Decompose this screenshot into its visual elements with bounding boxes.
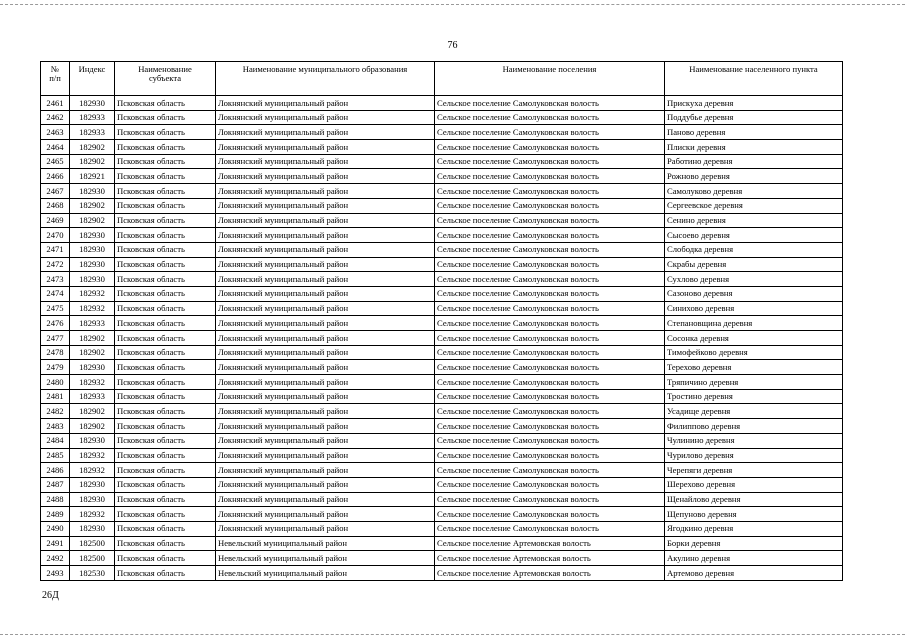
row-number-cell: 2472	[41, 257, 70, 272]
subject-cell: Псковская область	[115, 213, 216, 228]
table-row	[41, 463, 843, 478]
footer-code: 26Д	[42, 590, 59, 601]
settlement-cell: Сельское поселение Самолуковская волость	[435, 345, 665, 360]
table-row	[41, 477, 843, 492]
table-row	[41, 140, 843, 155]
subject-cell: Псковская область	[115, 228, 216, 243]
settlement-cell: Сельское поселение Самолуковская волость	[435, 433, 665, 448]
locality-cell: Рожново деревня	[665, 169, 843, 184]
settlement-cell: Сельское поселение Самолуковская волость	[435, 140, 665, 155]
postal-index-cell: 182933	[70, 389, 115, 404]
row-number-cell: 2485	[41, 448, 70, 463]
subject-cell: Псковская область	[115, 521, 216, 536]
postal-index-cell: 182902	[70, 140, 115, 155]
subject-cell: Псковская область	[115, 375, 216, 390]
municipal-cell: Локнянский муниципальный район	[216, 463, 435, 478]
table-row	[41, 316, 843, 331]
table-row	[41, 257, 843, 272]
municipal-cell: Локнянский муниципальный район	[216, 213, 435, 228]
table-row	[41, 331, 843, 346]
subject-cell: Псковская область	[115, 551, 216, 566]
table-row	[41, 345, 843, 360]
table-row	[41, 169, 843, 184]
subject-cell: Псковская область	[115, 242, 216, 257]
postal-index-cell: 182930	[70, 257, 115, 272]
locality-cell: Скрабы деревня	[665, 257, 843, 272]
locality-cell: Сенино деревня	[665, 213, 843, 228]
postal-index-cell: 182930	[70, 228, 115, 243]
table-row	[41, 242, 843, 257]
subject-cell: Псковская область	[115, 477, 216, 492]
settlement-cell: Сельское поселение Самолуковская волость	[435, 331, 665, 346]
postal-index-cell: 182902	[70, 154, 115, 169]
page-number: 76	[447, 40, 458, 51]
table-row	[41, 551, 843, 566]
table-row	[41, 448, 843, 463]
municipal-cell: Локнянский муниципальный район	[216, 419, 435, 434]
subject-cell: Псковская область	[115, 110, 216, 125]
row-number-cell: 2471	[41, 242, 70, 257]
postal-index-cell: 182933	[70, 110, 115, 125]
subject-cell: Псковская область	[115, 404, 216, 419]
postal-index-cell: 182930	[70, 272, 115, 287]
subject-cell: Псковская область	[115, 96, 216, 111]
table-row	[41, 213, 843, 228]
municipal-cell: Локнянский муниципальный район	[216, 433, 435, 448]
subject-cell: Псковская область	[115, 301, 216, 316]
subject-cell: Псковская область	[115, 419, 216, 434]
header-locality: Наименование населенного пункта	[665, 62, 843, 96]
row-number-cell: 2465	[41, 154, 70, 169]
subject-cell: Псковская область	[115, 198, 216, 213]
municipal-cell: Невельский муниципальный район	[216, 536, 435, 551]
postal-index-cell: 182933	[70, 125, 115, 140]
settlement-cell: Сельское поселение Самолуковская волость	[435, 228, 665, 243]
settlement-cell: Сельское поселение Самолуковская волость	[435, 242, 665, 257]
locality-cell: Плиски деревня	[665, 140, 843, 155]
row-number-cell: 2492	[41, 551, 70, 566]
subject-cell: Псковская область	[115, 507, 216, 522]
table-row	[41, 96, 843, 111]
row-number-cell: 2466	[41, 169, 70, 184]
row-number-cell: 2491	[41, 536, 70, 551]
settlement-cell: Сельское поселение Самолуковская волость	[435, 301, 665, 316]
row-number-cell: 2482	[41, 404, 70, 419]
postal-index-cell: 182930	[70, 96, 115, 111]
locality-cell: Сухлово деревня	[665, 272, 843, 287]
table-row	[41, 286, 843, 301]
settlement-cell: Сельское поселение Самолуковская волость	[435, 184, 665, 199]
scan-edge-top	[0, 4, 905, 5]
row-number-cell: 2467	[41, 184, 70, 199]
municipal-cell: Локнянский муниципальный район	[216, 140, 435, 155]
row-number-cell: 2487	[41, 477, 70, 492]
table-row	[41, 184, 843, 199]
row-number-cell: 2479	[41, 360, 70, 375]
row-number-cell: 2490	[41, 521, 70, 536]
row-number-cell: 2483	[41, 419, 70, 434]
postal-index-cell: 182902	[70, 345, 115, 360]
postal-index-cell: 182932	[70, 507, 115, 522]
subject-cell: Псковская область	[115, 286, 216, 301]
postal-index-cell: 182902	[70, 213, 115, 228]
subject-cell: Псковская область	[115, 433, 216, 448]
row-number-cell: 2474	[41, 286, 70, 301]
settlement-cell: Сельское поселение Самолуковская волость	[435, 96, 665, 111]
table-row	[41, 301, 843, 316]
localities-table	[40, 61, 843, 581]
locality-cell: Сысоево деревня	[665, 228, 843, 243]
municipal-cell: Локнянский муниципальный район	[216, 375, 435, 390]
table-row	[41, 536, 843, 551]
postal-index-cell: 182933	[70, 316, 115, 331]
locality-cell: Сазоново деревня	[665, 286, 843, 301]
table-row	[41, 272, 843, 287]
locality-cell: Усадище деревня	[665, 404, 843, 419]
row-number-cell: 2481	[41, 389, 70, 404]
settlement-cell: Сельское поселение Артемовская волость	[435, 566, 665, 581]
subject-cell: Псковская область	[115, 257, 216, 272]
postal-index-cell: 182902	[70, 331, 115, 346]
municipal-cell: Локнянский муниципальный район	[216, 286, 435, 301]
municipal-cell: Локнянский муниципальный район	[216, 228, 435, 243]
postal-index-cell: 182930	[70, 492, 115, 507]
postal-index-cell: 182932	[70, 463, 115, 478]
row-number-cell: 2477	[41, 331, 70, 346]
table-row	[41, 375, 843, 390]
row-number-cell: 2493	[41, 566, 70, 581]
locality-cell: Сосонка деревня	[665, 331, 843, 346]
locality-cell: Щенайлово деревня	[665, 492, 843, 507]
settlement-cell: Сельское поселение Самолуковская волость	[435, 213, 665, 228]
table-row	[41, 507, 843, 522]
municipal-cell: Локнянский муниципальный район	[216, 169, 435, 184]
municipal-cell: Локнянский муниципальный район	[216, 272, 435, 287]
settlement-cell: Сельское поселение Самолуковская волость	[435, 389, 665, 404]
municipal-cell: Локнянский муниципальный район	[216, 125, 435, 140]
settlement-cell: Сельское поселение Самолуковская волость	[435, 477, 665, 492]
municipal-cell: Локнянский муниципальный район	[216, 360, 435, 375]
header-municipal: Наименование муниципального образования	[216, 62, 435, 96]
postal-index-cell: 182530	[70, 566, 115, 581]
table-row	[41, 404, 843, 419]
row-number-cell: 2468	[41, 198, 70, 213]
settlement-cell: Сельское поселение Самолуковская волость	[435, 419, 665, 434]
locality-cell: Тростино деревня	[665, 389, 843, 404]
subject-cell: Псковская область	[115, 125, 216, 140]
subject-cell: Псковская область	[115, 492, 216, 507]
header-settlement: Наименование поселения	[435, 62, 665, 96]
locality-cell: Филиппово деревня	[665, 419, 843, 434]
municipal-cell: Локнянский муниципальный район	[216, 404, 435, 419]
table-row	[41, 110, 843, 125]
locality-cell: Прискуха деревня	[665, 96, 843, 111]
municipal-cell: Локнянский муниципальный район	[216, 316, 435, 331]
subject-cell: Псковская область	[115, 389, 216, 404]
subject-cell: Псковская область	[115, 360, 216, 375]
postal-index-cell: 182930	[70, 433, 115, 448]
row-number-cell: 2478	[41, 345, 70, 360]
locality-cell: Артемово деревня	[665, 566, 843, 581]
subject-cell: Псковская область	[115, 566, 216, 581]
table-row	[41, 389, 843, 404]
row-number-cell: 2489	[41, 507, 70, 522]
subject-cell: Псковская область	[115, 463, 216, 478]
settlement-cell: Сельское поселение Самолуковская волость	[435, 316, 665, 331]
postal-index-cell: 182930	[70, 360, 115, 375]
postal-index-cell: 182930	[70, 242, 115, 257]
locality-cell: Степановщина деревня	[665, 316, 843, 331]
row-number-cell: 2484	[41, 433, 70, 448]
row-number-cell: 2488	[41, 492, 70, 507]
municipal-cell: Невельский муниципальный район	[216, 566, 435, 581]
municipal-cell: Локнянский муниципальный район	[216, 184, 435, 199]
municipal-cell: Локнянский муниципальный район	[216, 257, 435, 272]
settlement-cell: Сельское поселение Самолуковская волость	[435, 125, 665, 140]
row-number-cell: 2486	[41, 463, 70, 478]
settlement-cell: Сельское поселение Самолуковская волость	[435, 286, 665, 301]
header-subject-label: Наименование субъекта	[138, 64, 192, 84]
table-row	[41, 566, 843, 581]
header-subject	[115, 62, 216, 96]
postal-index-cell: 182902	[70, 198, 115, 213]
postal-index-cell: 182930	[70, 521, 115, 536]
settlement-cell: Сельское поселение Самолуковская волость	[435, 169, 665, 184]
table-row	[41, 154, 843, 169]
subject-cell: Псковская область	[115, 169, 216, 184]
settlement-cell: Сельское поселение Самолуковская волость	[435, 110, 665, 125]
settlement-cell: Сельское поселение Самолуковская волость	[435, 507, 665, 522]
row-number-cell: 2469	[41, 213, 70, 228]
settlement-cell: Сельское поселение Артемовская волость	[435, 551, 665, 566]
table-row	[41, 125, 843, 140]
table-row	[41, 433, 843, 448]
row-number-cell: 2461	[41, 96, 70, 111]
postal-index-cell: 182921	[70, 169, 115, 184]
municipal-cell: Локнянский муниципальный район	[216, 345, 435, 360]
header-num-label: № п/п	[49, 64, 61, 84]
municipal-cell: Локнянский муниципальный район	[216, 331, 435, 346]
row-number-cell: 2476	[41, 316, 70, 331]
postal-index-cell: 182902	[70, 419, 115, 434]
settlement-cell: Сельское поселение Самолуковская волость	[435, 375, 665, 390]
locality-cell: Паново деревня	[665, 125, 843, 140]
subject-cell: Псковская область	[115, 272, 216, 287]
locality-cell: Тимофейково деревня	[665, 345, 843, 360]
table-row	[41, 419, 843, 434]
locality-cell: Слободка деревня	[665, 242, 843, 257]
row-number-cell: 2463	[41, 125, 70, 140]
postal-index-cell: 182932	[70, 375, 115, 390]
locality-cell: Терехово деревня	[665, 360, 843, 375]
subject-cell: Псковская область	[115, 154, 216, 169]
municipal-cell: Локнянский муниципальный район	[216, 301, 435, 316]
scan-edge-bottom	[0, 634, 905, 635]
municipal-cell: Невельский муниципальный район	[216, 551, 435, 566]
municipal-cell: Локнянский муниципальный район	[216, 110, 435, 125]
settlement-cell: Сельское поселение Артемовская волость	[435, 536, 665, 551]
municipal-cell: Локнянский муниципальный район	[216, 507, 435, 522]
settlement-cell: Сельское поселение Самолуковская волость	[435, 463, 665, 478]
locality-cell: Акулино деревня	[665, 551, 843, 566]
locality-cell: Синихово деревня	[665, 301, 843, 316]
locality-cell: Тряпичино деревня	[665, 375, 843, 390]
postal-index-cell: 182930	[70, 184, 115, 199]
row-number-cell: 2462	[41, 110, 70, 125]
municipal-cell: Локнянский муниципальный район	[216, 448, 435, 463]
postal-index-cell: 182902	[70, 404, 115, 419]
settlement-cell: Сельское поселение Самолуковская волость	[435, 404, 665, 419]
locality-cell: Чурилово деревня	[665, 448, 843, 463]
settlement-cell: Сельское поселение Самолуковская волость	[435, 360, 665, 375]
subject-cell: Псковская область	[115, 316, 216, 331]
settlement-cell: Сельское поселение Самолуковская волость	[435, 257, 665, 272]
locality-cell: Самолуково деревня	[665, 184, 843, 199]
row-number-cell: 2470	[41, 228, 70, 243]
postal-index-cell: 182932	[70, 286, 115, 301]
postal-index-cell: 182932	[70, 448, 115, 463]
table-row	[41, 228, 843, 243]
settlement-cell: Сельское поселение Самолуковская волость	[435, 154, 665, 169]
locality-cell: Черепяги деревня	[665, 463, 843, 478]
municipal-cell: Локнянский муниципальный район	[216, 242, 435, 257]
table-header-row	[41, 62, 843, 96]
locality-cell: Чулинино деревня	[665, 433, 843, 448]
postal-index-cell: 182500	[70, 551, 115, 566]
row-number-cell: 2473	[41, 272, 70, 287]
municipal-cell: Локнянский муниципальный район	[216, 492, 435, 507]
subject-cell: Псковская область	[115, 345, 216, 360]
table-row	[41, 521, 843, 536]
municipal-cell: Локнянский муниципальный район	[216, 198, 435, 213]
settlement-cell: Сельское поселение Самолуковская волость	[435, 198, 665, 213]
subject-cell: Псковская область	[115, 448, 216, 463]
municipal-cell: Локнянский муниципальный район	[216, 96, 435, 111]
locality-cell: Шерехово деревня	[665, 477, 843, 492]
locality-cell: Работино деревня	[665, 154, 843, 169]
municipal-cell: Локнянский муниципальный район	[216, 389, 435, 404]
settlement-cell: Сельское поселение Самолуковская волость	[435, 521, 665, 536]
table-row	[41, 360, 843, 375]
municipal-cell: Локнянский муниципальный район	[216, 521, 435, 536]
subject-cell: Псковская область	[115, 536, 216, 551]
municipal-cell: Локнянский муниципальный район	[216, 154, 435, 169]
header-num	[41, 62, 70, 96]
table-body	[41, 96, 843, 581]
municipal-cell: Локнянский муниципальный район	[216, 477, 435, 492]
row-number-cell: 2464	[41, 140, 70, 155]
settlement-cell: Сельское поселение Самолуковская волость	[435, 448, 665, 463]
locality-cell: Поддубье деревня	[665, 110, 843, 125]
postal-index-cell: 182930	[70, 477, 115, 492]
header-index: Индекс	[70, 62, 115, 96]
settlement-cell: Сельское поселение Самолуковская волость	[435, 492, 665, 507]
subject-cell: Псковская область	[115, 184, 216, 199]
locality-cell: Щепуново деревня	[665, 507, 843, 522]
row-number-cell: 2475	[41, 301, 70, 316]
subject-cell: Псковская область	[115, 140, 216, 155]
table-row	[41, 492, 843, 507]
row-number-cell: 2480	[41, 375, 70, 390]
locality-cell: Ягодкино деревня	[665, 521, 843, 536]
subject-cell: Псковская область	[115, 331, 216, 346]
locality-cell: Борки деревня	[665, 536, 843, 551]
postal-index-cell: 182500	[70, 536, 115, 551]
settlement-cell: Сельское поселение Самолуковская волость	[435, 272, 665, 287]
table-row	[41, 198, 843, 213]
postal-index-cell: 182932	[70, 301, 115, 316]
locality-cell: Сергеевское деревня	[665, 198, 843, 213]
